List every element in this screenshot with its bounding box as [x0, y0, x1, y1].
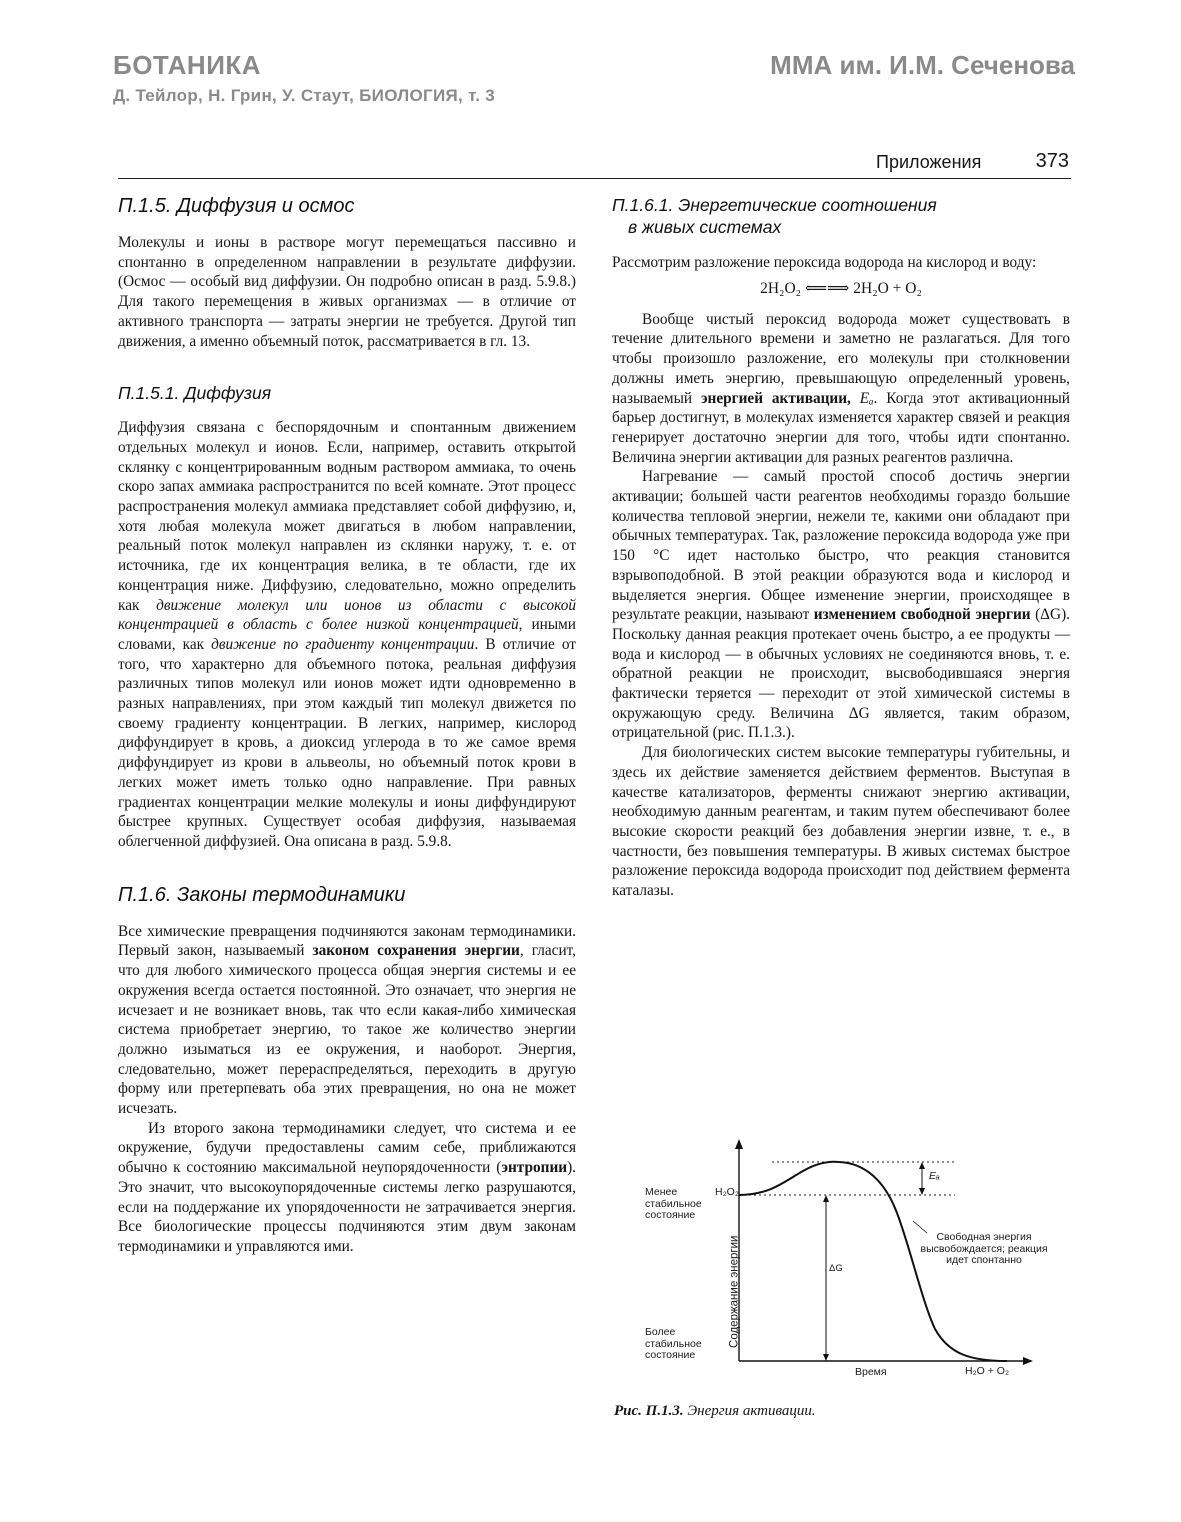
figure-caption: Рис. П.1.3. Энергия активации. [614, 1403, 816, 1419]
header-book-reference: Д. Тейлор, Н. Грин, У. Стаут, БИОЛОГИЯ, т. 3 [113, 86, 496, 105]
y-axis-arrow [735, 1139, 743, 1149]
heading-diffusion: П.1.5.1. Диффузия [118, 383, 272, 404]
y-axis-label: Содержание энергии [728, 1235, 741, 1348]
header-rule [118, 178, 1071, 179]
energy-released-label: Свободная энергия высвобождается; реакция идет спонтанно [920, 1231, 1048, 1266]
paragraph-diffusion-intro: Молекулы и ионы в растворе могут перемещаться пассивно и спонтанно в определенном направлении в результате диффузии. (Осмос — особый вид диффузии. Он подробно описан в разд. 5.9.8.) Для такого перемещения в живых организмах — в отличие от активного транспорта — затраты энергии не требуется. Другой тип движения, а именно объемный поток, рассматривается в гл. 13. [118, 234, 576, 350]
less-stable-label: Менее стабильное состояние [645, 1186, 702, 1221]
header-subject: БОТАНИКА [113, 50, 262, 80]
x-axis-label: Время [855, 1366, 887, 1378]
more-stable-label: Более стабильное состояние [645, 1326, 702, 1361]
paragraph-diffusion: Диффузия связана с беспорядочным и спонтанным движением отдельных молекул и ионов. Если, например, оставить открытой склянку с концентрированным водным раствором аммиака, то очень скоро запах аммиака распространится по всей комнате. Этот процесс распространения молекул аммиака представляет собой диффузию, и, хотя любая молекула может двигаться в любом направлении, реальный поток молекул направлен из склянки наружу, т. е. от источника, где их концентрация велика, в те области, где их концентрация ниже. Диффузию, следовательно, можно определить как движение молекул или ионов из области с высокой концентрацией в область с более низкой концентрацией, иными словами, как движение по градиенту концентрации. В отличие от того, что характерно для объемного потока, реальная диффузия различных типов молекул или ионов может идти одновременно в разных направлениях, при этом каждый тип молекул движется по своему градиенту концентрации. В легких, например, кислород диффундирует в кровь, а диоксид углерода в то же самое время диффундирует из крови в альвеолы, но объемный поток крови в легких может иметь только одно направление. При равных градиентах концентрации мелкие молекулы и ионы диффундируют быстрее крупных. Существует особая диффузия, называемая облегченной диффузией. Она описана в разд. 5.9.8. [118, 419, 577, 850]
paragraph-heating: Нагревание — самый простой способ достичь энергии активации; большей части реагентов необходимы гораздо большие количества тепловой энергии, нежели те, какими они обладают при обычных температурах. Так, разложение пероксида водорода уже при 150 °С идет настолько быстро, что реакция становится взрывоподобной. В этой реакции образуются вода и кислород и выделяется энергия. Общее изменение энергии, происходящее в результате реакции, называют изменением свободной энергии (ΔG). Поскольку данная реакция протекает очень быстро, а ее продукты — вода и кислород — в обычных условиях не соединяются вновь, т. е. обратной реакции не происходит, высвободившаяся энергия фактически теряется — переходит от этой химической системы в окружающую среду. Величина ΔG является, таким образом, отрицательной (рис. П.1.3.). [612, 468, 1070, 742]
equation-peroxide: 2H₂O₂ ⟸⟹ 2H₂O + O₂ [760, 279, 922, 297]
delta-g-label: ΔG [829, 1263, 843, 1274]
paragraph-enzymes: Для биологических систем высокие температуры губительны, и здесь их действие заменяется действием ферментов. Выступая в качестве катализаторов, ферменты снижают энергию активации, необходимую данным реагентам, и таким путем обеспечивают более высокие скорости реакций без добавления энергии извне, т. е., в частности, без повышения температуры. В живых системах быстрое разложение пероксида водорода происходит под действием фермента каталазы. [612, 744, 1070, 900]
paragraph-first-law: Все химические превращения подчиняются законам термодинамики. Первый закон, называемый законом сохранения энергии, гласит, что для любого химического процесса общая энергия системы и ее окружения всегда остается постоянной. Это означает, что энергия не исчезает и не возникает вновь, так что если какая-либо химическая система приобретает энергию, то такое же количество энергии должно изыматься из ее окружения, и наоборот. Энергия, следовательно, может перераспределяться, переходить в другую форму или претерпевать оба этих превращения, но она не может исчезать. [118, 922, 576, 1118]
page-number: 373 [1035, 150, 1069, 172]
heading-energy-relations: П.1.6.1. Энергетические соотношения в живых системах [612, 195, 937, 237]
ea-label: Eₐ [929, 1170, 940, 1182]
x-axis-arrow [1023, 1357, 1033, 1365]
running-head-section: Приложения [876, 152, 982, 172]
header-school: ММА им. И.М. Сеченова [770, 50, 1075, 80]
heading-thermodynamics: П.1.6. Законы термодинамики [118, 883, 406, 906]
figure-activation-energy [635, 1135, 1055, 1400]
left-column [118, 190, 576, 1257]
right-column [612, 190, 1070, 901]
paragraph-activation-energy: Вообще чистый пероксид водорода может существовать в течение длительного времени и заметно не разлагаться. Для того чтобы произошло разложение, его молекулы при столкновении должны иметь энергию, превышающую определенный уровень, называемый энергией активации, Eₐ. Когда этот активационный барьер достигнут, в молекулах изменяется характер связей и реакция генерирует достаточно энергии для того, чтобы идти спонтанно. Величина энергии активации для разных реагентов различна. [612, 310, 1070, 466]
heading-diffusion-osmosis: П.1.5. Диффузия и осмос [118, 195, 355, 217]
product-label: H₂O + O₂ [965, 1365, 1010, 1377]
paragraph-second-law: Из второго закона термодинамики следует, что система и ее окружение, будучи предоставлены самим себе, приближаются обычно к состоянию максимальной неупорядоченности (энтропии). Это значит, что высокоупорядоченные системы легко разрушаются, если на поддержание их упорядоченности не затрачивается энергия. Все биологические процессы подчиняются этим двум законам термодинамики и управляются ими. [118, 1119, 576, 1255]
paragraph-peroxide-intro: Рассмотрим разложение пероксида водорода на кислород и воду: [612, 254, 1037, 271]
reactant-label: H₂O₂ [715, 1186, 739, 1198]
